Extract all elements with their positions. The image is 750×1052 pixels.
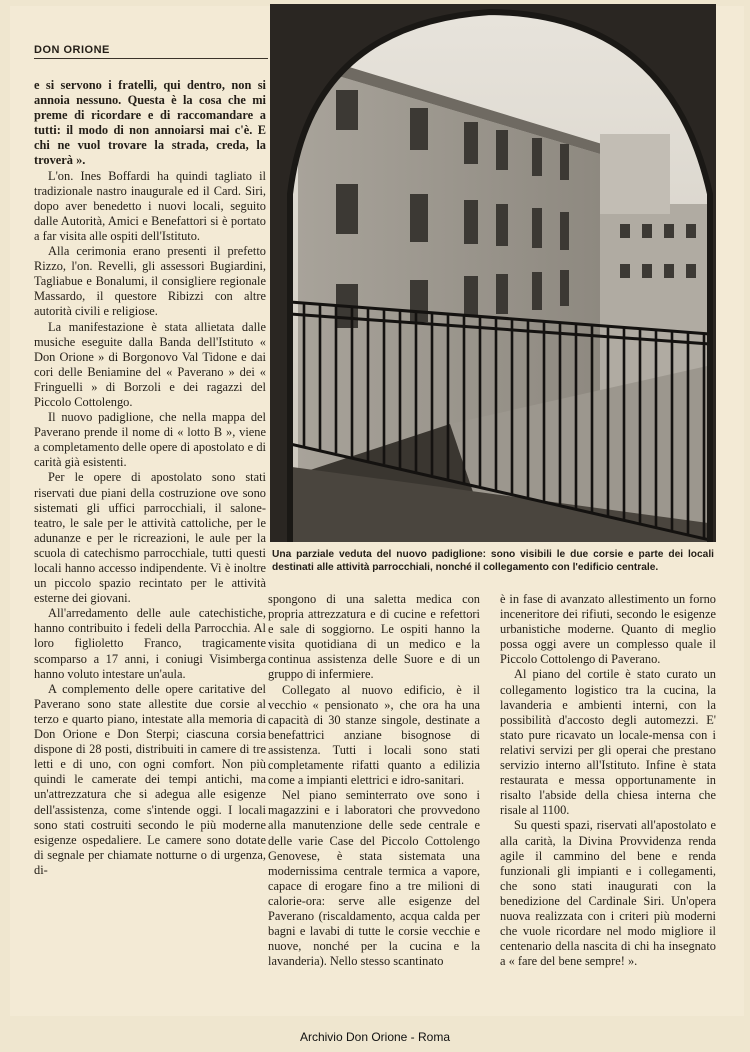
photo-caption: Una parziale veduta del nuovo padiglione: sono visibili le due corsie e parte dei locali destinati alle attività parrocchiali, nonché il collegamento con l'edificio centrale. [272,549,714,573]
text-column-1 [34,78,266,878]
header-rule [34,58,268,59]
paragraph: spongono di una saletta medica con propria attrezzatura e di cucine e refettori e sale di soggiorno. Le ospiti hanno la visita quotidiana di un medico e la continua assistenza delle Suore e di un gruppo di infermiere. [268,592,480,682]
paragraph: Nel piano seminterrato ove sono i magazzini e i laboratori che provvedono alla manutenzione delle sede centrale e delle varie Case del Piccolo Cottolengo Genovese, è stata sistemata una modernissima centrale termica a vapore, capace di erogare fino a tre milioni di calorie-ora: serve alle esigenze del Paverano (riscaldamento, acqua calda per bagni e lavabi di tutte le corsie vecchie e nuove, nonché per la cucina e la lavanderia). Nello stesso scantinato [268,788,480,969]
archive-footer: Archivio Don Orione - Roma [299,1030,451,1044]
paragraph: La manifestazione è stata allietata dalle musiche eseguite dalla Banda dell'Istituto « Don Orione » di Borgonovo Val Tidone e dai cori delle Beniamine del « Paverano » dei « Fringuelli » di Borzoli e dei ragazzi del Piccolo Cottolengo. [34,319,266,409]
building-photo [270,4,716,542]
paragraph: Al piano del cortile è stato curato un collegamento logistico tra la cucina, la lavanderia e ambienti interni, con la possibilità d'accosto degli automezzi. E' stato pure ricavato un locale-mensa con i relativi servizi per gli operai che prestano servizio interno all'Istituto. Infine è stata restaurata e messa opportunamente in risalto l'abside della chiesa interna che risale al 1100. [500,667,716,818]
paragraph: Su questi spazi, riservati all'apostolato e alla carità, la Divina Provvidenza renda agile il cammino del bene e renda funzionali gli impianti e i collegamenti, che sono stati inaugurati con la benedizione del Cardinale Siri. Un'opera nuova realizzata con i criteri più moderni che vuole ricordare nel modo migliore il centenario della nascita di chi ha insegnato a « fare del bene sempre! ». [500,818,716,969]
photo-illustration [270,4,716,542]
paragraph: A complemento delle opere caritative del Paverano sono state allestite due corsie al terzo e quarto piano, intestate alla memoria di Don Orione e Don Sterpi; ciascuna corsia dispone di 28 posti, distribuiti in camere di tre letti e di uno, con ogni comfort. Non più quindi le camerate dei tempi antichi, ma un'attrezzatura che si adegua alle esigenze dell'assistenza, come s'intende oggi. I locali sono stati costruiti secondo le più moderne esigenze ospedaliere. Le camere sono dotate di segnale per chiamate notturne o di urgenza, di- [34,681,266,877]
text-column-3 [500,592,716,969]
paragraph: Il nuovo padiglione, che nella mappa del Paverano prende il nome di « lotto B », viene a completamento delle opere di apostolato e di carità già esistenti. [34,410,266,470]
paragraph: è in fase di avanzato allestimento un forno inceneritore dei rifiuti, secondo le esigenze urbanistiche moderne. Quanto di meglio possa oggi avere un complesso quale il Piccolo Cottolengo di Paverano. [500,592,716,667]
paragraph: L'on. Ines Boffardi ha quindi tagliato il tradizionale nastro inaugurale ed il Card. Siri, dopo aver benedetto i nuovi locali, seguito dalle Autorità, Amici e Benefattori si è portato a far visita alle ospiti dell'Istituto. [34,168,266,243]
text-column-2 [268,592,480,969]
paragraph: Per le opere di apostolato sono stati riservati due piani della costruzione ove sono sistemati gli uffici parrocchiali, il salone-teatro, le sale per le attività cattoliche, per le adunanze e per le ricreazioni, le aule per la scuola di catechismo parrocchiale, tutti questi locali hanno accesso indipendente. Vi è inoltre un piccolo spazio recintato per le attività esterne dei giovani. [34,470,266,606]
lead-paragraph: e si servono i fratelli, qui dentro, non si annoia nessuno. Questa è la cosa che mi preme di ricordare e di raccomandare a tutti: il modo di non annoiarsi mai c'è. E chi ne vuol trovare la strada, creda, la troverà ». [34,78,266,168]
paragraph: Collegato al nuovo edificio, è il vecchio « pensionato », che ora ha una capacità di 30 stanze singole, destinate a benefattrici anziane bisognose di assistenza. Tutti i locali sono stati completamente rifatti quanto a edilizia come a impianti elettrici e idro-sanitari. [268,682,480,788]
paragraph: All'arredamento delle aule catechistiche, hanno contribuito i fedeli della Parrocchia. Al loro figlioletto Franco, tragicamente scomparso a 17 anni, i coniugi Visimberga hanno voluto intestare un'aula. [34,606,266,681]
running-header: DON ORIONE [34,44,110,56]
paragraph: Alla cerimonia erano presenti il prefetto Rizzo, l'on. Revelli, gli assessori Bugiardini, Tagliabue e Bonalumi, il consigliere regionale Massardo, il questore Ribizzi con altre autorità civili e religiose. [34,244,266,319]
